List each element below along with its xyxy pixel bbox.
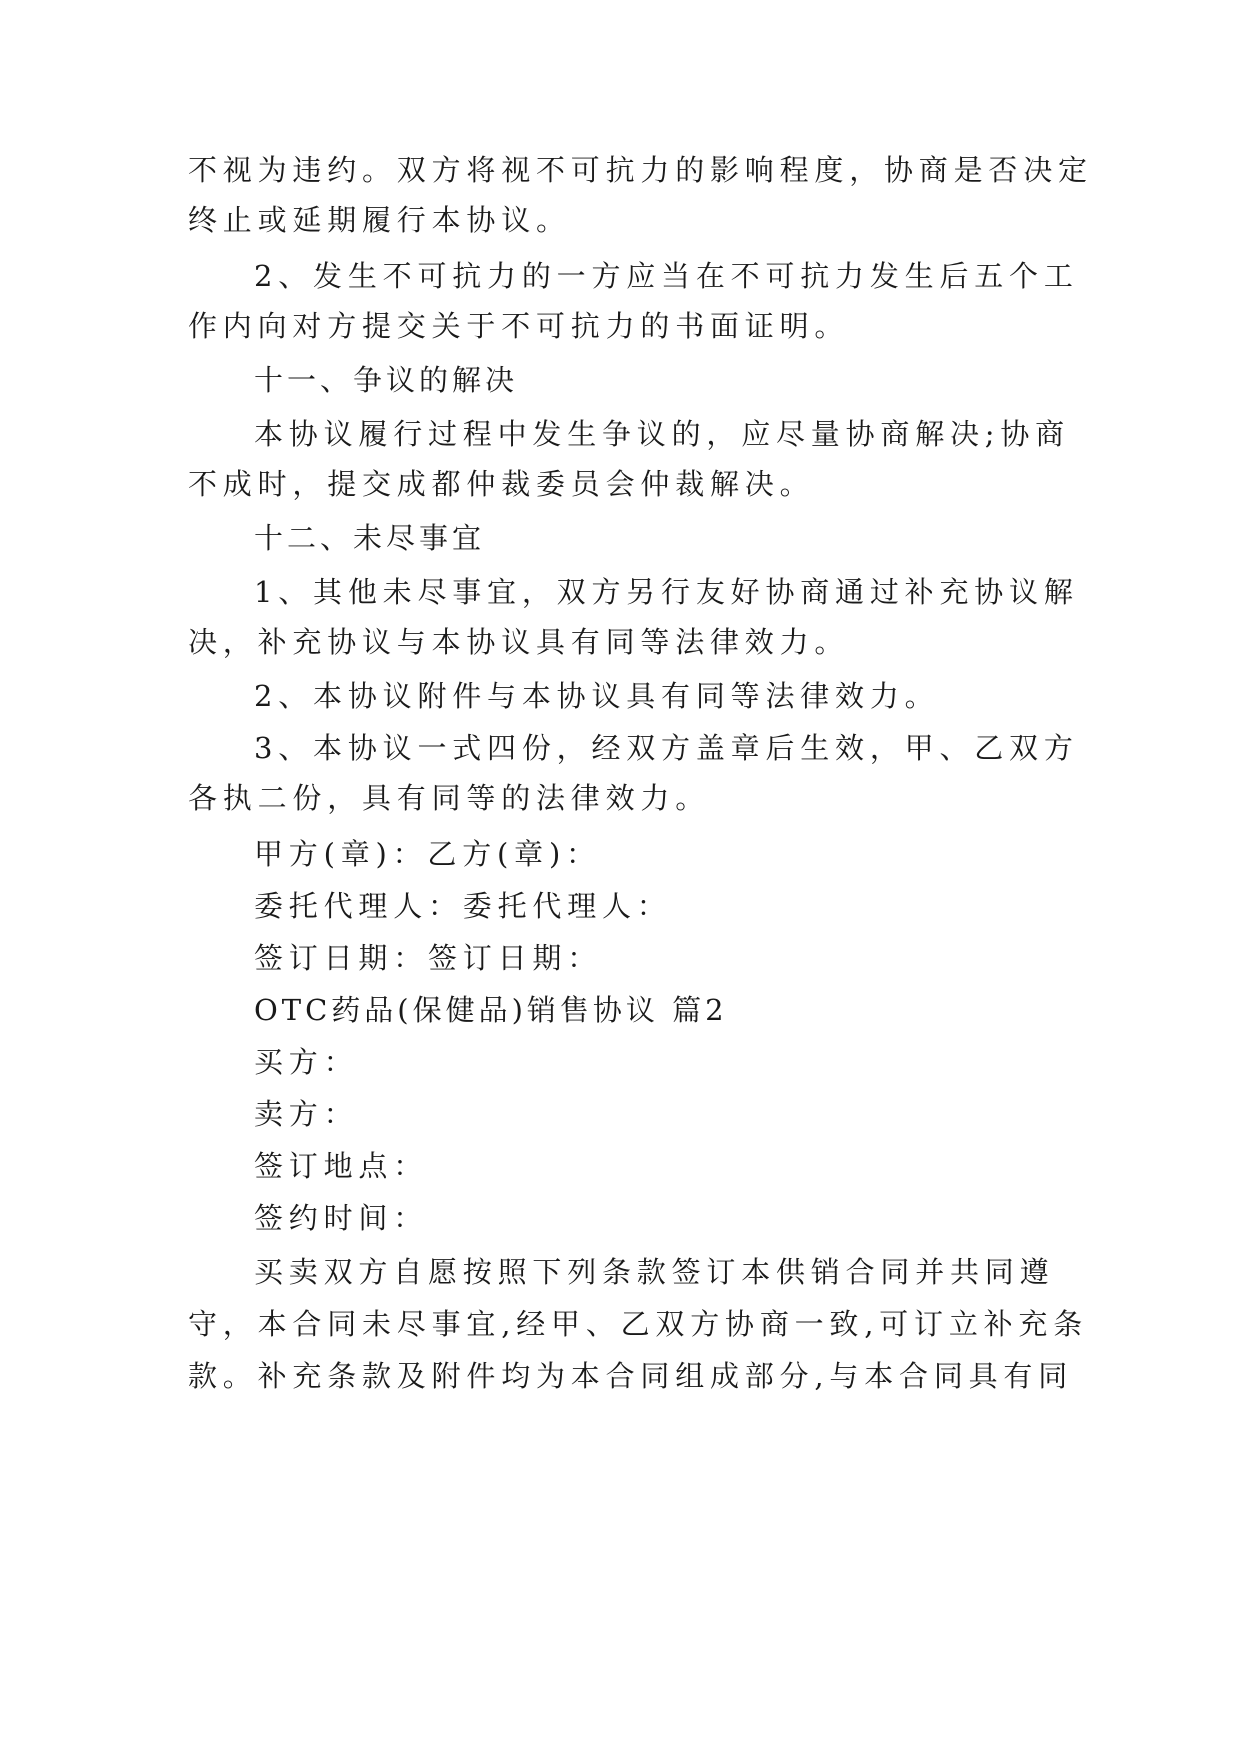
paragraph-line: 不成时，提交成都仲裁委员会仲裁解决。	[188, 467, 815, 501]
paragraph-line: 款。补充条款及附件均为本合同组成部分,与本合同具有同	[188, 1359, 1074, 1393]
field-line: 卖方：	[254, 1097, 359, 1131]
document-subtitle: OTC药品(保健品)销售协议 篇2	[254, 993, 728, 1027]
paragraph-line: 守，本合同未尽事宜,经甲、乙双方协商一致,可订立补充条	[188, 1307, 1089, 1341]
signature-line: 签订日期：签订日期：	[254, 941, 603, 975]
paragraph-line: 2、本协议附件与本协议具有同等法律效力。	[254, 679, 940, 713]
paragraph-line: 3、本协议一式四份，经双方盖章后生效，甲、乙双方	[254, 731, 1079, 765]
paragraph-line: 终止或延期履行本协议。	[188, 203, 571, 237]
paragraph-line: 1、其他未尽事宜，双方另行友好协商通过补充协议解	[254, 575, 1079, 609]
section-heading: 十一、争议的解决	[254, 363, 519, 397]
paragraph-line: 本协议履行过程中发生争议的，应尽量协商解决;协商	[254, 417, 1070, 451]
section-heading: 十二、未尽事宜	[254, 521, 486, 555]
field-line: 签约时间：	[254, 1201, 429, 1235]
paragraph-line: 决，补充协议与本协议具有同等法律效力。	[188, 625, 850, 659]
paragraph-line: 2、发生不可抗力的一方应当在不可抗力发生后五个工	[254, 259, 1079, 293]
field-line: 签订地点：	[254, 1149, 429, 1183]
paragraph-line: 各执二份，具有同等的法律效力。	[188, 781, 711, 815]
signature-line: 委托代理人：委托代理人：	[254, 889, 672, 923]
paragraph-line: 买卖双方自愿按照下列条款签订本供销合同并共同遵	[254, 1255, 1055, 1289]
paragraph-line: 作内向对方提交关于不可抗力的书面证明。	[188, 309, 850, 343]
paragraph-line: 不视为违约。双方将视不可抗力的影响程度，协商是否决定	[188, 153, 1093, 187]
signature-line: 甲方(章)：乙方(章)：	[254, 837, 601, 871]
field-line: 买方：	[254, 1045, 359, 1079]
